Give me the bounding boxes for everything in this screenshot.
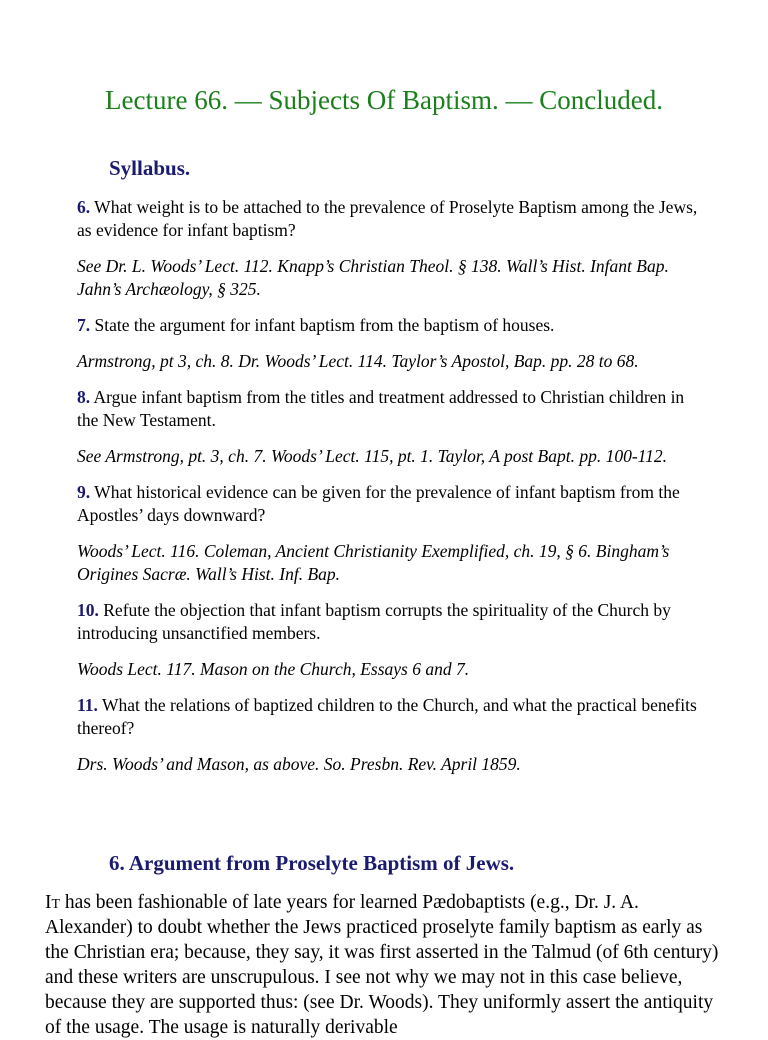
syllabus-question bbox=[77, 599, 707, 645]
question-number: 11. bbox=[77, 695, 98, 715]
syllabus-list bbox=[77, 196, 707, 789]
question-number: 10. bbox=[77, 600, 99, 620]
syllabus-reference: See Dr. L. Woods’ Lect. 112. Knapp’s Christian Theol. § 138. Wall’s Hist. Infant Bap. Jahn’s Archæology, § 325. bbox=[77, 256, 669, 299]
syllabus-question bbox=[77, 481, 707, 527]
question-number: 8. bbox=[77, 387, 91, 407]
question-text: What weight is to be attached to the prevalence of Proselyte Baptism among the Jews, as evidence for infant baptism? bbox=[77, 197, 698, 240]
syllabus-question bbox=[77, 694, 707, 740]
syllabus-item bbox=[77, 386, 707, 468]
body-paragraph bbox=[45, 890, 725, 1040]
syllabus-question bbox=[77, 314, 707, 337]
question-number: 6. bbox=[77, 197, 91, 217]
question-text: Argue infant baptism from the titles and treatment addressed to Christian children in the New Testament. bbox=[77, 387, 685, 430]
syllabus-heading: Syllabus. bbox=[109, 156, 191, 180]
syllabus-reference: Drs. Woods’ and Mason, as above. So. Presbn. Rev. April 1859. bbox=[77, 754, 521, 774]
syllabus-item bbox=[77, 196, 707, 301]
syllabus-item bbox=[77, 599, 707, 681]
syllabus-reference: Woods Lect. 117. Mason on the Church, Essays 6 and 7. bbox=[77, 659, 470, 679]
syllabus-question bbox=[77, 386, 707, 432]
question-text: What the relations of baptized children to the Church, and what the practical benefits thereof? bbox=[77, 695, 697, 738]
question-number: 9. bbox=[77, 482, 91, 502]
syllabus-item bbox=[77, 481, 707, 586]
syllabus-reference: Armstrong, pt 3, ch. 8. Dr. Woods’ Lect. 114. Taylor’s Apostol, Bap. pp. 28 to 68. bbox=[77, 351, 639, 371]
syllabus-item bbox=[77, 314, 707, 373]
syllabus-reference: Woods’ Lect. 116. Coleman, Ancient Christianity Exemplified, ch. 19, § 6. Bingham’s Origines Sacræ. Wall’s Hist. Inf. Bap. bbox=[77, 541, 670, 584]
question-text: What historical evidence can be given for the prevalence of infant baptism from the Apostles’ days downward? bbox=[77, 482, 680, 525]
syllabus-item bbox=[77, 694, 707, 776]
lecture-title: Lecture 66. — Subjects Of Baptism. — Concluded. bbox=[105, 85, 663, 115]
paragraph-lead-word: It bbox=[45, 892, 61, 913]
question-text: State the argument for infant baptism from the baptism of houses. bbox=[90, 315, 555, 335]
syllabus-question bbox=[77, 196, 707, 242]
section-heading: 6. Argument from Proselyte Baptism of Jews. bbox=[109, 851, 515, 875]
paragraph-text: has been fashionable of late years for learned Pædobaptists (e.g., Dr. J. A. Alexander) to doubt whether the Jews practiced proselyte family baptism as early as the Christian era; because, they say, it was first asserted in the Talmud (of 6th century) and these writers are unscrupulous. I see not why we may not in this case believe, because they are supported thus: (see Dr. Woods). They uniformly assert the antiquity of the usage. The usage is naturally derivable bbox=[45, 892, 719, 1038]
question-number: 7. bbox=[77, 315, 91, 335]
syllabus-reference: See Armstrong, pt. 3, ch. 7. Woods’ Lect. 115, pt. 1. Taylor, A post Bapt. pp. 100-112. bbox=[77, 446, 667, 466]
question-text: Refute the objection that infant baptism corrupts the spirituality of the Church by introducing unsanctified members. bbox=[77, 600, 671, 643]
